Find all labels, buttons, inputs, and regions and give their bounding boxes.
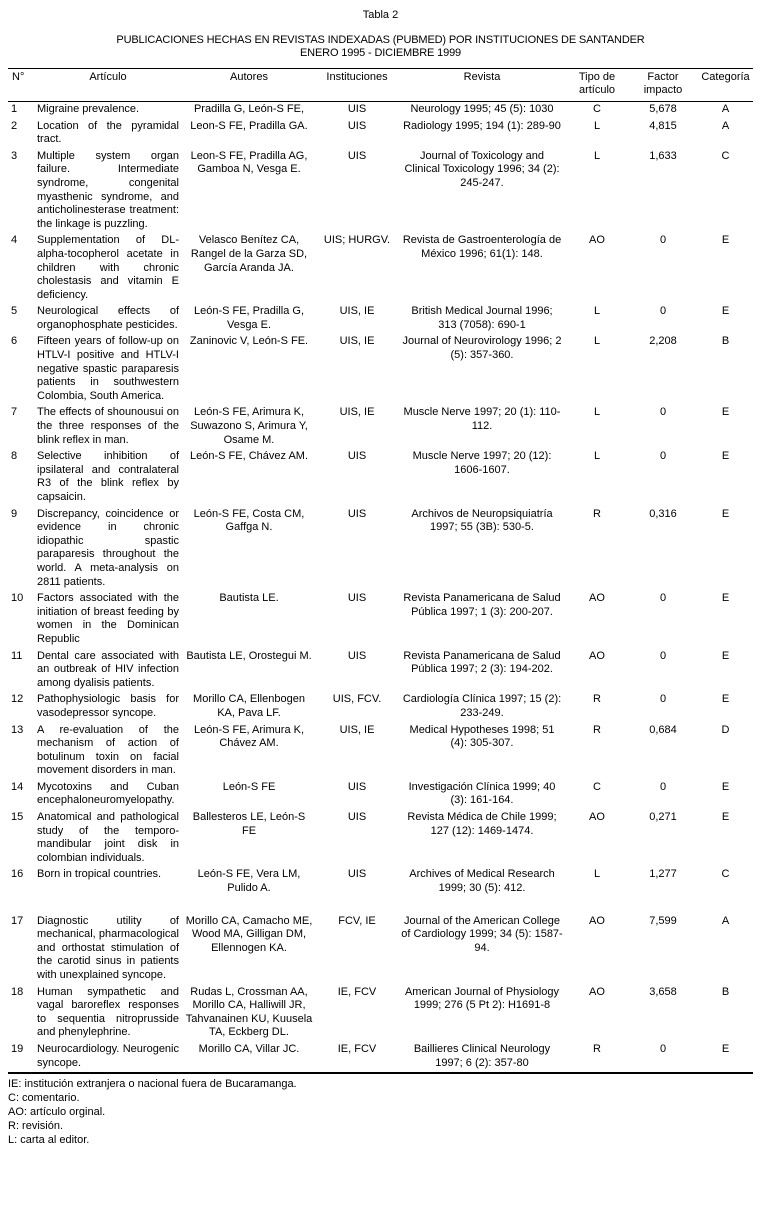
cell-tipo: AO [589,234,605,247]
cell-factor: 0 [659,693,667,706]
cell-tipo: L [593,868,601,881]
cell-revista: Journal of Neurovirology 1996; 2 (5): 357-360. [402,335,562,362]
cell-revista: Revista Médica de Chile 1999; 127 (12): 1469-1474. [407,811,557,837]
cell-revista: Archives of Medical Research 1999; 30 (5): 412. [409,868,555,895]
cell-tipo: L [593,450,601,463]
cell-categoria: E [721,234,730,247]
cell-revista: British Medical Journal 1996; 313 (7058): 690-1 [411,305,553,331]
cell-factor: 0,684 [649,723,677,736]
cell-factor: 1,277 [649,868,677,881]
cell-instituciones: UIS [347,149,367,162]
cell-categoria: E [721,1042,730,1055]
cell-autores: Ballesteros LE, León-S FE [192,811,306,837]
cell-tipo: L [593,119,601,132]
cell-instituciones: UIS [347,780,367,793]
cell-n: 13 [11,723,24,736]
table-title-line2: ENERO 1995 - DICIEMBRE 1999 [299,47,461,60]
cell-articulo: Discrepancy, coincidence or evidence in chronic idiopathic spastic paraparesis throughout the world. A meta-analysis on 2811 patients. [37,507,179,588]
cell-tipo: R [593,693,601,706]
table-row [8,591,753,648]
cell-categoria: E [721,780,730,793]
cell-n: 16 [11,868,24,881]
cell-factor: 3,658 [649,985,677,998]
column-header-articulo: Artículo [89,70,127,83]
table-row [8,449,753,506]
cell-autores: Morillo CA, Camacho ME, Wood MA, Gilligan DM, Ellennogen KA. [185,914,313,954]
cell-factor: 0,271 [649,811,677,824]
cell-factor: 0 [659,649,667,662]
cell-factor: 7,599 [649,914,677,927]
cell-n: 12 [11,693,24,706]
table-row [8,985,753,1042]
cell-revista: Investigación Clínica 1999; 40 (3): 161-164. [408,780,556,807]
column-header-instituciones: Instituciones [326,70,388,83]
cell-revista: Archivos de Neuropsiquiatría 1997; 55 (3B): 530-5. [411,507,553,534]
publications-table [8,68,753,1074]
cell-autores: León-S FE, Arimura K, Suwazono S, Arimura Y, Osame M. [190,406,308,446]
cell-instituciones: UIS [347,507,367,520]
cell-revista: Medical Hypotheses 1998; 51 (4): 305-307. [409,723,555,750]
cell-autores: Morillo CA, Villar JC. [198,1042,300,1055]
header-row [8,68,753,101]
cell-factor: 0 [659,406,667,419]
table-row [8,304,753,334]
cell-n: 10 [11,592,24,605]
cell-categoria: E [721,649,730,662]
cell-revista: Revista de Gastroenterología de México 1996; 61(1): 148. [402,234,562,260]
cell-autores: León-S FE, Costa CM, Gaffga N. [193,507,305,534]
cell-tipo: AO [589,592,605,605]
cell-categoria: E [721,592,730,605]
cell-articulo: Fifteen years of follow-up on HTLV-I positive and HTLV-I negative spastic paraparesis patients in southwestern Colombia, South America. [37,335,179,402]
cell-revista: Journal of Toxicology and Clinical Toxicology 1996; 34 (2): 245-247. [404,149,560,189]
table-row [8,101,753,118]
cell-revista: Muscle Nerve 1997; 20 (12): 1606-1607. [412,450,552,476]
cell-categoria: D [721,723,730,736]
cell-tipo: L [593,149,601,162]
cell-n: 6 [11,335,18,348]
cell-categoria: E [721,305,730,318]
table-row [8,692,753,722]
cell-autores: Leon-S FE, Pradilla GA. [190,119,308,132]
cell-articulo: Anatomical and pathological study of the temporo-mandibular joint disk in colombian individuals. [37,811,179,864]
column-header-tipo: Tipo de artículo [578,70,616,97]
cell-categoria: E [721,811,730,824]
cell-categoria: C [721,149,730,162]
table-row [8,810,753,867]
cell-revista: Journal of the American College of Cardiology 1999; 34 (5): 1587-94. [401,914,563,954]
cell-tipo: R [593,1042,601,1055]
cell-instituciones: FCV, IE [338,914,376,927]
cell-articulo: Neurological effects of organophosphate pesticides. [37,305,179,331]
cell-revista: American Journal of Physiology 1999; 276 (5 Pt 2): H1691-8 [404,985,560,1012]
cell-articulo: Location of the pyramidal tract. [37,119,179,146]
cell-instituciones: UIS [347,649,367,662]
cell-autores: Bautista LE, Orostegui M. [186,649,312,662]
cell-instituciones: UIS [347,868,367,881]
cell-instituciones: UIS, IE [339,335,375,348]
cell-n: 2 [11,119,18,132]
table-row [8,405,753,449]
cell-articulo: Mycotoxins and Cuban encephaloneuromyelopathy. [37,780,179,807]
table-body [8,101,753,1073]
cell-n: 1 [11,102,18,115]
cell-articulo: Human sympathetic and vagal baroreflex responses to sequentia nitroprusside and phenylephrine. [37,985,179,1039]
cell-factor: 5,678 [649,102,677,115]
cell-tipo: AO [589,811,605,824]
cell-factor: 4,815 [649,119,677,132]
cell-tipo: R [593,723,601,736]
table-row [8,867,753,913]
cell-n: 19 [11,1042,24,1055]
cell-tipo: C [593,780,601,793]
cell-autores: Pradilla G, León-S FE, [193,102,305,115]
cell-n: 15 [11,811,24,824]
table-row [8,1042,753,1073]
cell-revista: Muscle Nerve 1997; 20 (1): 110-112. [403,406,561,433]
cell-revista: Neurology 1995; 45 (5): 1030 [410,102,554,115]
footnote-line: C: comentario. [8,1092,80,1105]
cell-n: 4 [11,234,18,247]
cell-instituciones: UIS, IE [339,305,375,318]
cell-instituciones: UIS [347,450,367,463]
cell-autores: Leon-S FE, Pradilla AG, Gamboa N, Vesga E. [190,149,308,176]
cell-factor: 0 [659,450,667,463]
cell-tipo: R [593,507,601,520]
cell-tipo: L [593,305,601,318]
cell-n: 17 [11,914,24,927]
cell-categoria: C [721,868,730,881]
cell-categoria: A [721,102,730,115]
cell-categoria: A [721,119,730,132]
cell-n: 11 [11,649,23,662]
table-row [8,914,753,985]
cell-autores: León-S FE, Chávez AM. [190,450,308,463]
cell-instituciones: UIS [347,102,367,115]
table-row [8,119,753,149]
column-header-factor: Factor impacto [643,70,683,97]
cell-factor: 0 [659,1042,667,1055]
cell-tipo: AO [589,649,605,662]
table-row [8,233,753,304]
cell-articulo: Migraine prevalence. [37,102,140,115]
cell-factor: 0 [659,234,667,247]
cell-autores: León-S FE [222,780,276,793]
table-row [8,780,753,810]
cell-tipo: AO [589,914,605,927]
cell-autores: Bautista LE. [219,592,279,605]
cell-revista: Radiology 1995; 194 (1): 289-90 [403,119,561,132]
cell-categoria: E [721,507,730,520]
cell-factor: 2,208 [649,335,677,348]
cell-autores: León-S FE, Vera LM, Pulido A. [197,868,301,895]
cell-categoria: E [721,406,730,419]
cell-tipo: AO [589,985,605,998]
cell-revista: Cardiología Clínica 1997; 15 (2): 233-249. [402,693,562,719]
cell-factor: 0 [659,305,667,318]
column-header-n: N° [12,70,25,83]
cell-instituciones: UIS [347,119,367,132]
cell-articulo: Multiple system organ failure. Intermediate syndrome, congenital myasthenic syndrome, and anticholinesterase treatment: the linkage is puzzling. [37,149,179,230]
cell-articulo: Neurocardiology. Neurogenic syncope. [37,1042,179,1069]
cell-n: 8 [11,450,18,463]
table-row [8,334,753,405]
table-header [8,68,753,101]
column-header-categoria: Categoría [701,70,750,83]
cell-categoria: B [721,985,730,998]
cell-factor: 0 [659,780,667,793]
cell-tipo: L [593,406,601,419]
cell-articulo: Factors associated with the initiation of breast feeding by women in the Dominican Republic [37,592,179,645]
cell-instituciones: IE, FCV [337,985,377,998]
cell-autores: Rudas L, Crossman AA, Morillo CA, Halliwill JR, Tahvanainen KU, Kuusela TA, Eckberg DL. [185,985,313,1039]
cell-instituciones: UIS, IE [339,723,375,736]
column-header-revista: Revista [463,70,501,83]
cell-autores: Velasco Benítez CA, Rangel de la Garza SD, García Aranda JA. [190,234,308,274]
cell-autores: Zaninovic V, León-S FE. [189,335,309,348]
cell-revista: Revista Panamericana de Salud Pública 1997; 1 (3): 200-207. [403,592,561,618]
cell-factor: 1,633 [649,149,677,162]
table-row [8,149,753,234]
cell-instituciones: UIS [347,592,367,605]
table-row [8,723,753,780]
cell-articulo: The effects of shounousui on the three responses of the blink reflex in man. [37,406,179,446]
cell-tipo: L [593,335,601,348]
cell-n: 7 [11,406,18,419]
cell-articulo: Born in tropical countries. [37,868,162,881]
cell-articulo: Diagnostic utility of mechanical, pharmacological and orthostat stimulation of the carotid sinus in patients with unexplained syncope. [37,914,179,981]
cell-categoria: E [721,693,730,706]
table-row [8,649,753,693]
cell-categoria: B [721,335,730,348]
footnote-line: AO: artículo orginal. [8,1106,106,1119]
table-number-title: Tabla 2 [362,9,399,21]
footnote-line: R: revisión. [8,1120,64,1133]
cell-articulo: Selective inhibition of ipsilateral and contralateral R3 of the blink reflex by capsaicin. [37,450,179,503]
footnote-line: L: carta al editor. [8,1134,90,1147]
cell-n: 18 [11,985,24,998]
cell-factor: 0,316 [649,507,677,520]
cell-revista: Revista Panamericana de Salud Pública 1997; 2 (3): 194-202. [403,649,561,676]
cell-categoria: E [721,450,730,463]
cell-autores: León-S FE, Pradilla G, Vesga E. [193,305,305,331]
footnotes [8,1077,753,1147]
table-title-line1: PUBLICACIONES HECHAS EN REVISTAS INDEXADAS (PUBMED) POR INSTITUCIONES DE SANTANDER [116,33,645,46]
cell-instituciones: IE, FCV [337,1042,377,1055]
table-row [8,507,753,592]
cell-autores: León-S FE, Arimura K, Chávez AM. [193,723,305,750]
cell-factor: 0 [659,592,667,605]
cell-instituciones: UIS, FCV. [332,693,382,706]
cell-articulo: Supplementation of DL-alpha-tocopherol acetate in children with chronic cholestasis and vitamin E deficiency. [37,234,179,301]
cell-n: 9 [11,507,18,520]
cell-categoria: A [721,914,730,927]
cell-articulo: Pathophysiologic basis for vasodepressor syncope. [37,693,179,719]
cell-tipo: C [593,102,601,115]
cell-n: 14 [11,780,24,793]
cell-n: 3 [11,149,18,162]
column-header-autores: Autores [230,70,268,83]
footnote-line: IE: institución extranjera o nacional fuera de Bucaramanga. [8,1078,297,1091]
cell-articulo: A re-evaluation of the mechanism of action of botulinum toxin on facial movement disorders in man. [37,723,179,777]
cell-autores: Morillo CA, Ellenbogen KA, Pava LF. [193,693,305,719]
cell-revista: Baillieres Clinical Neurology 1997; 6 (2): 357-80 [413,1042,551,1069]
cell-n: 5 [11,305,18,318]
cell-articulo: Dental care associated with an outbreak of HIV infection among dyalisis patients. [37,649,179,689]
cell-instituciones: UIS [347,811,367,824]
cell-instituciones: UIS, IE [339,406,375,419]
cell-instituciones: UIS; HURGV. [323,234,391,247]
